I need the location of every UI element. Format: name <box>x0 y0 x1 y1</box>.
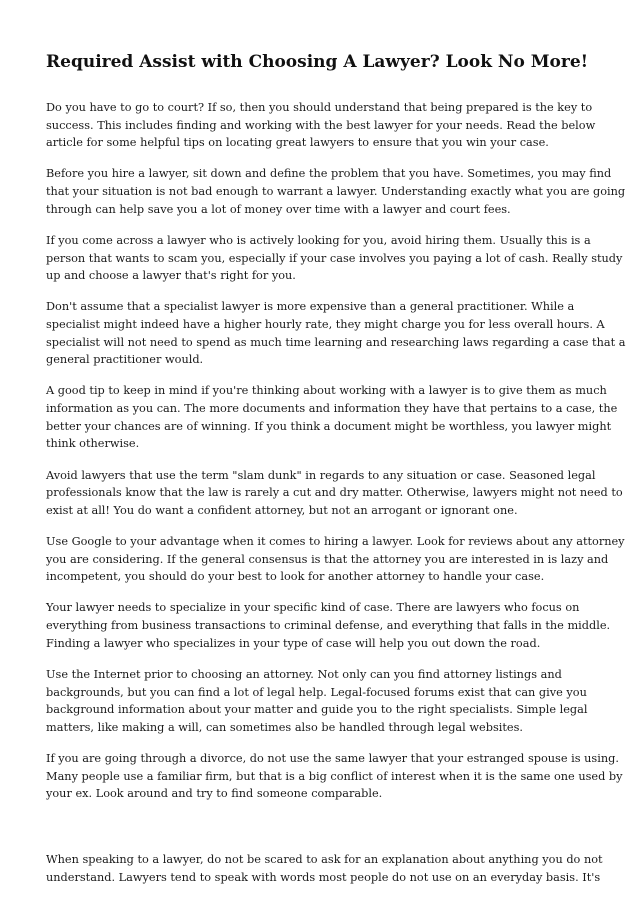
text-line: Before you hire a lawyer, sit down and define the problem that you have. Sometimes, you may find <box>46 167 612 181</box>
text-line: background information about your matter and guide you to the right specialists. Simple legal <box>46 703 588 717</box>
text-line: think otherwise. <box>46 437 140 451</box>
paragraph-7 <box>46 533 625 586</box>
text-line: specialist will not need to spend as much time learning and researching laws regarding a case that a <box>46 335 626 349</box>
paragraph-3 <box>46 232 623 285</box>
text-line: information as you can. The more documents and information they have that pertains to a case, the <box>46 402 618 416</box>
text-line: Use the Internet prior to choosing an attorney. Not only can you find attorney listings and <box>46 667 562 681</box>
text-line: backgrounds, but you can find a lot of legal help. Legal-focused forums exist that can give you <box>46 685 587 699</box>
text-line: matters, like making a will, can sometimes also be handled through legal websites. <box>46 720 523 734</box>
text-line: general practitioner would. <box>46 353 204 367</box>
text-line: up and choose a lawyer that's right for you. <box>46 269 296 283</box>
text-line: professionals know that the law is rarely a cut and dry matter. Otherwise, lawyers might not need to <box>46 486 623 500</box>
page-title: Required Assist with Choosing A Lawyer? Look No More! <box>46 52 589 72</box>
text-line: Don't assume that a specialist lawyer is more expensive than a general practitioner. While a <box>46 300 575 314</box>
text-line: Finding a lawyer who specializes in your type of case will help you out down the road. <box>46 636 541 650</box>
text-line: your ex. Look around and try to find someone comparable. <box>46 787 383 801</box>
paragraph-2 <box>46 165 626 218</box>
paragraph-6 <box>46 467 623 520</box>
paragraph-10 <box>46 750 623 803</box>
text-line: success. This includes finding and working with the best lawyer for your needs. Read the below <box>46 118 596 132</box>
text-line: If you come across a lawyer who is actively looking for you, avoid hiring them. Usually this is a <box>46 233 591 247</box>
text-line: Many people use a familiar firm, but that is a big conflict of interest when it is the same one used by <box>46 769 623 783</box>
paragraph-4 <box>46 298 626 368</box>
paragraph-1 <box>46 99 598 152</box>
text-line: specialist might indeed have a higher hourly rate, they might charge you for less overall hours. A <box>46 318 605 331</box>
paragraph-8 <box>46 599 611 652</box>
text-line: exist at all! You do want a confident attorney, but not an arrogant or ignorant one. <box>46 503 518 517</box>
text-line: that your situation is not bad enough to warrant a lawyer. Understanding exactly what you are going <box>46 185 626 199</box>
text-line: understand. Lawyers tend to speak with words most people do not use on an everyday basis. It's <box>46 871 601 885</box>
paragraph-11 <box>46 851 603 886</box>
text-line: Avoid lawyers that use the term "slam dunk" in regards to any situation or case. Seasoned legal <box>46 468 596 482</box>
text-line: When speaking to a lawyer, do not be scared to ask for an explanation about anything you do not <box>46 853 603 867</box>
article-body <box>46 99 626 900</box>
text-line: If you are going through a divorce, do not use the same lawyer that your estranged spouse is using. <box>46 752 619 765</box>
text-line: person that wants to scam you, especially if your case involves you paying a lot of cash. Really study <box>46 251 623 265</box>
blank-gap <box>46 816 598 851</box>
text-line: through can help save you a lot of money over time with a lawyer and court fees. <box>46 202 511 216</box>
text-line: article for some helpful tips on locating great lawyers to ensure that you win your case. <box>46 136 549 150</box>
text-line: A good tip to keep in mind if you're thinking about working with a lawyer is to give them as much <box>46 384 607 398</box>
text-line: you are considering. If the general consensus is that the attorney you are interested in is lazy and <box>46 552 609 566</box>
text-line: better your chances are of winning. If you think a document might be worthless, you lawyer might <box>46 419 612 433</box>
text-line: Your lawyer needs to specialize in your specific kind of case. There are lawyers who focus on <box>46 601 580 615</box>
paragraph-5 <box>46 382 618 452</box>
paragraph-9 <box>46 666 598 736</box>
text-line: incompetent, you should do your best to look for another attorney to handle your case. <box>46 570 545 584</box>
text-line: Use Google to your advantage when it comes to hiring a lawyer. Look for reviews about any attorney <box>46 535 625 548</box>
text-line: everything from business transactions to criminal defense, and everything that falls in the middle. <box>46 619 611 633</box>
text-line: Do you have to go to court? If so, then you should understand that being prepared is the key to <box>46 101 593 114</box>
